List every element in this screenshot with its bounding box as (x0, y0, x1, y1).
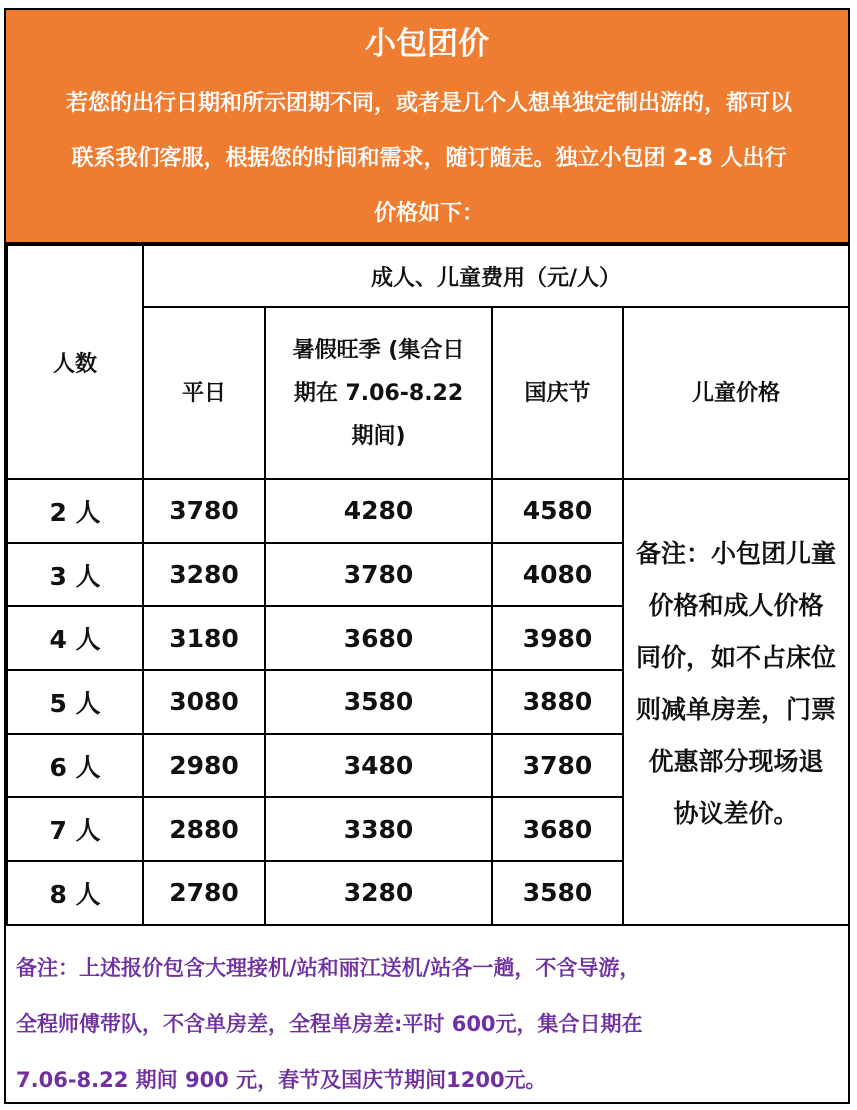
footer-note-line: 备注：上述报价包含大理接机/站和丽江送机/站各一趟，不含导游， (16, 956, 641, 980)
people-cell: 7 人 (7, 797, 143, 861)
national-day-price-cell: 3580 (492, 861, 623, 925)
table-row (7, 479, 849, 543)
summer-header-line: 暑假旺季 (集合日 (292, 337, 465, 363)
intro-line: 若您的出行日期和所示团期不同，或者是几个人想单独定制出游的，都可以 (65, 91, 792, 116)
national-day-price-cell: 3680 (492, 797, 623, 861)
child-note-line: 备注：小包团儿童 (636, 539, 837, 568)
child-note-line: 优惠部分现场退 (648, 747, 824, 776)
summer-header-line: 期在 7.06-8.22 (293, 380, 464, 406)
weekday-price-cell: 2780 (143, 861, 265, 925)
weekday-column-header: 平日 (143, 307, 265, 479)
footer-note-line: 7.06-8.22 期间 900 元，春节及国庆节期间1200元。 (16, 1068, 547, 1092)
national-day-column-header: 国庆节 (492, 307, 623, 479)
child-note-line: 同价，如不占床位 (636, 643, 837, 672)
weekday-price-cell: 2880 (143, 797, 265, 861)
summer-header-line: 期间) (351, 423, 406, 449)
summer-price-cell: 3580 (265, 670, 492, 734)
intro-text (18, 76, 840, 241)
people-column-header: 人数 (7, 245, 143, 479)
national-day-price-cell: 3980 (492, 606, 623, 670)
intro-line: 价格如下： (373, 201, 484, 226)
summer-price-cell: 3680 (265, 606, 492, 670)
national-day-price-cell: 3880 (492, 670, 623, 734)
footer-note (16, 940, 842, 1108)
table-header-row (7, 245, 849, 307)
fee-group-header: 成人、儿童费用（元/人） (143, 245, 849, 307)
footer-note-line: 全程师傅带队，不含单房差，全程单房差:平时 600元，集合日期在 (16, 1012, 643, 1036)
people-cell: 3 人 (7, 543, 143, 607)
weekday-price-cell: 3780 (143, 479, 265, 543)
child-price-note (623, 479, 849, 925)
people-cell: 6 人 (7, 734, 143, 798)
summer-price-cell: 3780 (265, 543, 492, 607)
weekday-price-cell: 3180 (143, 606, 265, 670)
national-day-price-cell: 3780 (492, 734, 623, 798)
price-table (6, 244, 850, 926)
national-day-price-cell: 4580 (492, 479, 623, 543)
child-note-line: 价格和成人价格 (648, 591, 824, 620)
summer-price-cell: 3280 (265, 861, 492, 925)
people-cell: 8 人 (7, 861, 143, 925)
summer-column-header (265, 307, 492, 479)
weekday-price-cell: 3080 (143, 670, 265, 734)
price-card (4, 8, 850, 1104)
people-cell: 5 人 (7, 670, 143, 734)
people-cell: 4 人 (7, 606, 143, 670)
child-note-line: 则减单房差，门票 (636, 695, 837, 724)
national-day-price-cell: 4080 (492, 543, 623, 607)
people-cell: 2 人 (7, 479, 143, 543)
summer-price-cell: 3380 (265, 797, 492, 861)
child-note-line: 协议差价。 (673, 799, 799, 828)
page-title: 小包团价 (365, 26, 489, 62)
weekday-price-cell: 3280 (143, 543, 265, 607)
child-price-column-header: 儿童价格 (623, 307, 849, 479)
header-banner (6, 10, 848, 244)
summer-price-cell: 3480 (265, 734, 492, 798)
summer-price-cell: 4280 (265, 479, 492, 543)
weekday-price-cell: 2980 (143, 734, 265, 798)
intro-line: 联系我们客服，根据您的时间和需求，随订随走。独立小包团 2-8 人出行 (71, 146, 787, 171)
